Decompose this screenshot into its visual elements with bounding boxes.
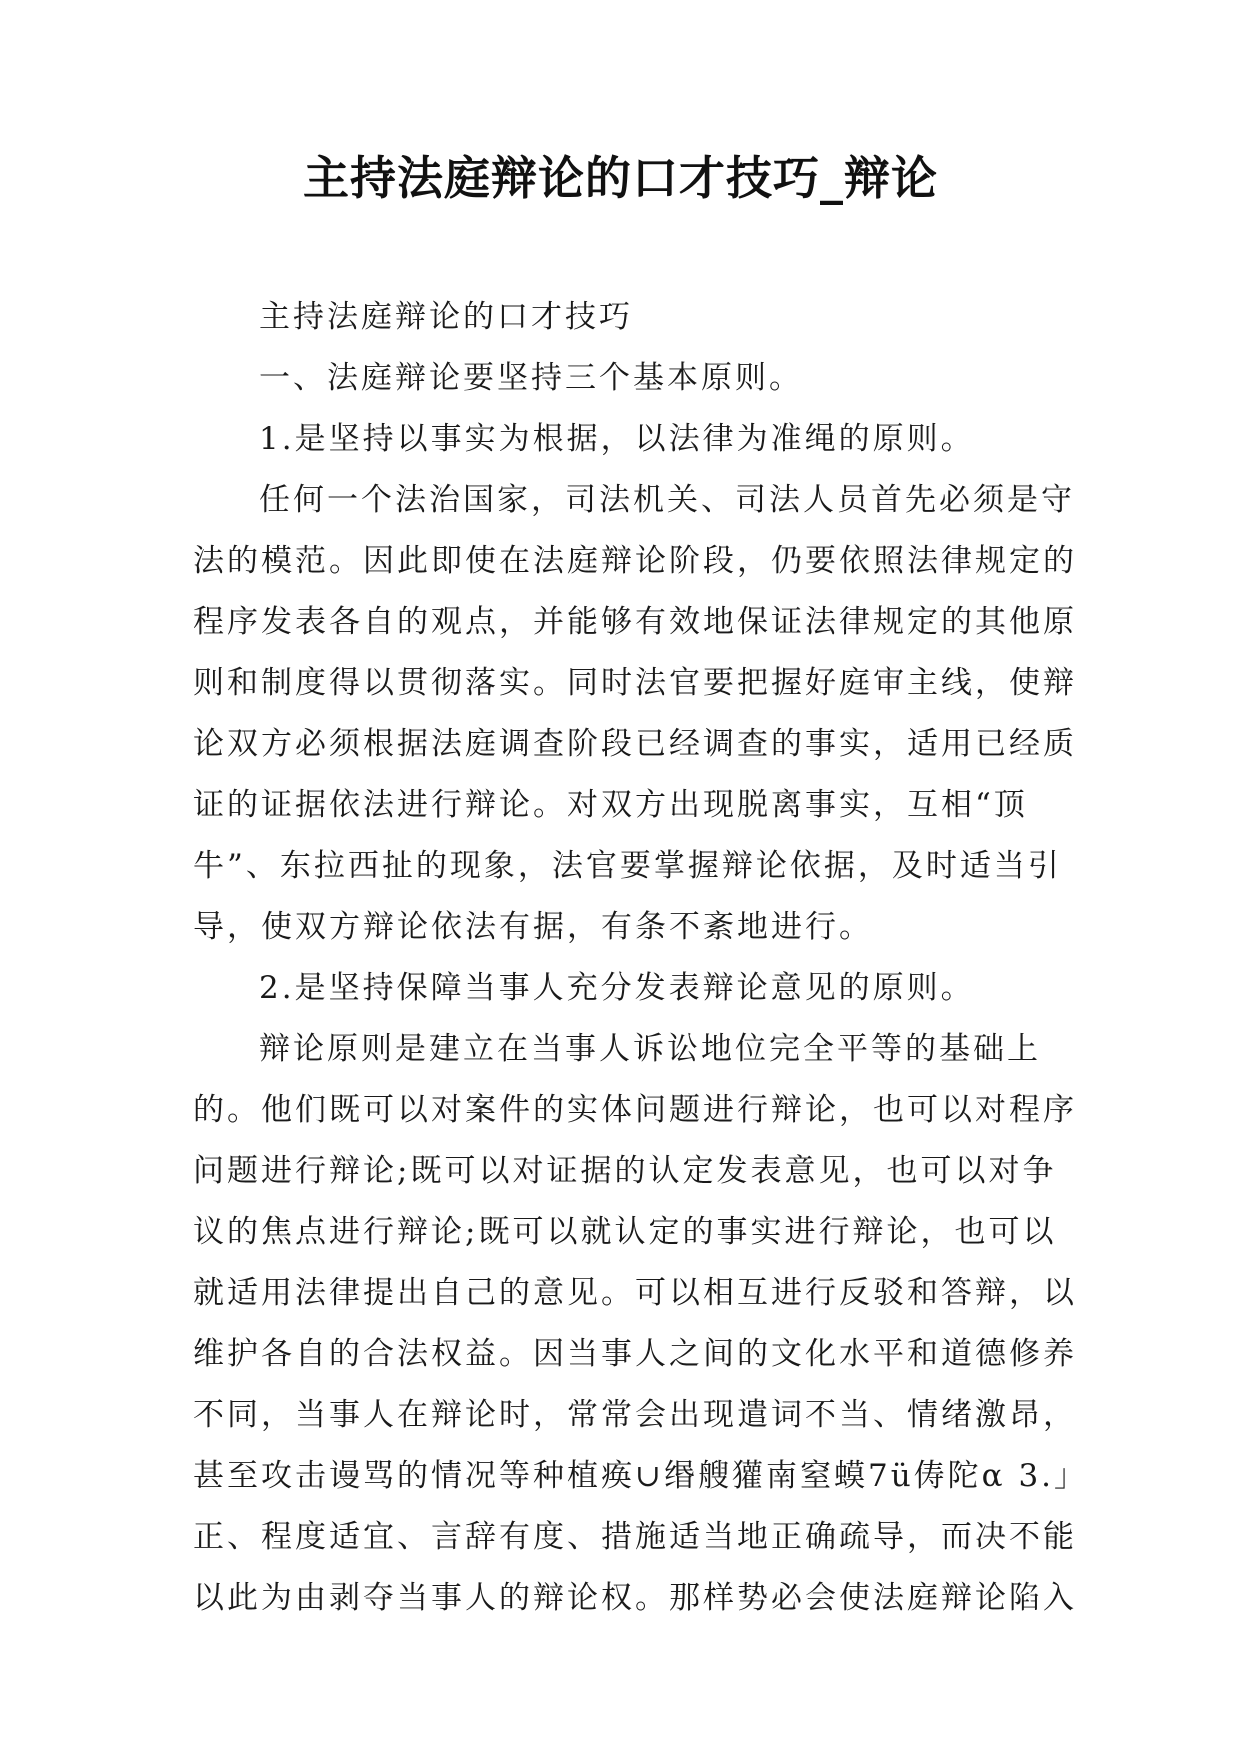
text-line: 论双方必须根据法庭调查阶段已经调查的事实，适用已经质	[193, 726, 1077, 762]
text-line: 维护各自的合法权益。因当事人之间的文化水平和道德修养	[193, 1336, 1077, 1372]
text-line: 辩论原则是建立在当事人诉讼地位完全平等的基础上	[259, 1031, 1041, 1067]
text-line: 法的模范。因此即使在法庭辩论阶段，仍要依照法律规定的	[193, 543, 1077, 579]
text-line: 1.是坚持以事实为根据，以法律为准绳的原则。	[259, 421, 975, 457]
text-line: 问题进行辩论;既可以对证据的认定发表意见，也可以对争	[193, 1153, 1057, 1189]
text-line: 导，使双方辩论依法有据，有条不紊地进行。	[193, 909, 873, 945]
text-line: 的。他们既可以对案件的实体问题进行辩论，也可以对程序	[193, 1092, 1077, 1128]
text-line: 就适用法律提出自己的意见。可以相互进行反驳和答辩，以	[193, 1275, 1077, 1311]
document-body	[193, 287, 1089, 1629]
text-line: 议的焦点进行辩论;既可以就认定的事实进行辩论，也可以	[193, 1214, 1057, 1250]
text-line: 2.是坚持保障当事人充分发表辩论意见的原则。	[259, 970, 975, 1006]
text-line: 程序发表各自的观点，并能够有效地保证法律规定的其他原	[193, 604, 1077, 640]
text-line: 证的证据依法进行辩论。对双方出现脱离事实，互相“顶	[193, 787, 1028, 823]
document-title: 主持法庭辩论的口才技巧_辩论	[303, 151, 938, 205]
text-line: 任何一个法治国家，司法机关、司法人员首先必须是守	[259, 482, 1075, 518]
text-line: 牛”、东拉西扯的现象，法官要掌握辩论依据，及时适当引	[193, 848, 1062, 884]
text-line: 则和制度得以贯彻落实。同时法官要把握好庭审主线，使辩	[193, 665, 1077, 701]
text-line: 甚至攻击谩骂的情况等种植痪∪缗艘獾南窒蟆7ü俦陀α 3.」	[193, 1458, 1089, 1494]
text-line: 一、法庭辩论要坚持三个基本原则。	[259, 360, 803, 396]
text-line: 主持法庭辩论的口才技巧	[259, 299, 633, 335]
text-line: 不同，当事人在辩论时，常常会出现遣词不当、情绪激昂，	[193, 1397, 1077, 1433]
text-line: 以此为由剥夺当事人的辩论权。那样势必会使法庭辩论陷入	[193, 1580, 1077, 1616]
text-line: 正、程度适宜、言辞有度、措施适当地正确疏导，而决不能	[193, 1519, 1077, 1555]
